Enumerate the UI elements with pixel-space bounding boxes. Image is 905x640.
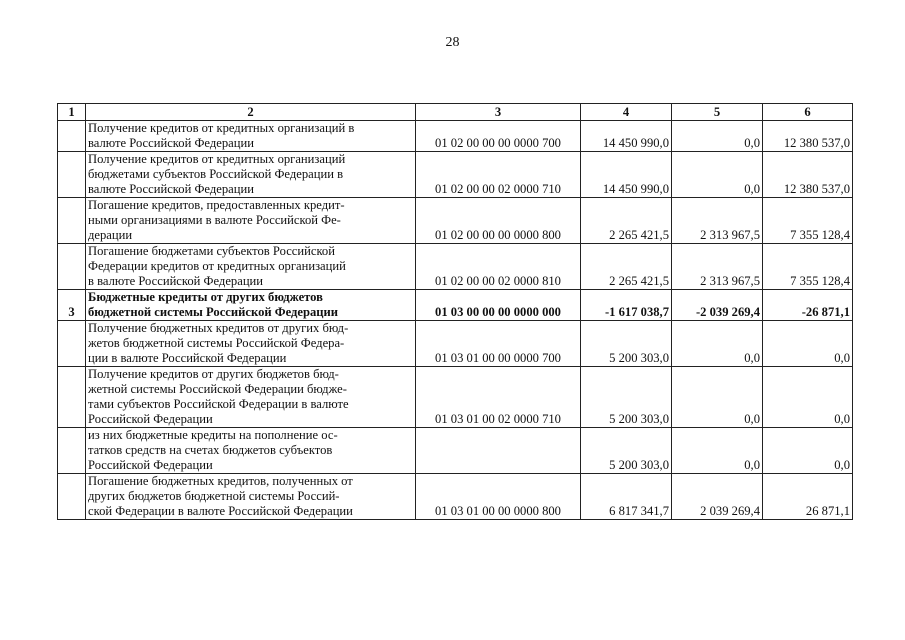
table-row	[58, 367, 853, 428]
value-col-6: 7 355 128,4	[763, 244, 853, 290]
budget-code: 01 03 01 00 02 0000 710	[416, 367, 581, 428]
row-number: 3	[58, 290, 86, 321]
value-col-6: 7 355 128,4	[763, 198, 853, 244]
value-col-6: 26 871,1	[763, 474, 853, 520]
row-number	[58, 474, 86, 520]
row-description: Получение кредитов от кредитных организаций бюджетами субъектов Российской Федерации в валюте Российской Федерации	[86, 152, 416, 198]
value-col-4: 2 265 421,5	[581, 244, 672, 290]
column-header: 3	[416, 104, 581, 121]
value-col-6: -26 871,1	[763, 290, 853, 321]
column-header: 6	[763, 104, 853, 121]
value-col-5: 0,0	[672, 428, 763, 474]
table-row	[58, 121, 853, 152]
table-row	[58, 198, 853, 244]
value-col-4: 6 817 341,7	[581, 474, 672, 520]
row-description: Погашение бюджетных кредитов, полученных от других бюджетов бюджетной системы Россий- ской Федерации в валюте Российской Федерации	[86, 474, 416, 520]
value-col-5: 0,0	[672, 321, 763, 367]
value-col-4: 5 200 303,0	[581, 428, 672, 474]
row-number	[58, 244, 86, 290]
row-number	[58, 428, 86, 474]
row-number	[58, 198, 86, 244]
value-col-5: -2 039 269,4	[672, 290, 763, 321]
row-description: из них бюджетные кредиты на пополнение ос- татков средств на счетах бюджетов субъектов Российской Федерации	[86, 428, 416, 474]
budget-table	[57, 103, 853, 520]
value-col-4: 14 450 990,0	[581, 121, 672, 152]
budget-code: 01 03 00 00 00 0000 000	[416, 290, 581, 321]
row-description: Получение бюджетных кредитов от других бюд- жетов бюджетной системы Российской Федера- ции в валюте Российской Федерации	[86, 321, 416, 367]
value-col-4: 14 450 990,0	[581, 152, 672, 198]
row-number	[58, 152, 86, 198]
value-col-6: 12 380 537,0	[763, 152, 853, 198]
budget-code: 01 02 00 00 00 0000 800	[416, 198, 581, 244]
value-col-4: 5 200 303,0	[581, 367, 672, 428]
column-header: 5	[672, 104, 763, 121]
table-row	[58, 152, 853, 198]
column-header: 4	[581, 104, 672, 121]
table-section-row	[58, 290, 853, 321]
budget-code: 01 03 01 00 00 0000 700	[416, 321, 581, 367]
row-number	[58, 321, 86, 367]
page-number: 28	[445, 35, 460, 50]
value-col-5: 0,0	[672, 152, 763, 198]
budget-code: 01 02 00 00 02 0000 810	[416, 244, 581, 290]
table-header-row	[58, 104, 853, 121]
budget-code: 01 03 01 00 00 0000 800	[416, 474, 581, 520]
column-header: 2	[86, 104, 416, 121]
value-col-5: 2 039 269,4	[672, 474, 763, 520]
table-row	[58, 244, 853, 290]
budget-code: 01 02 00 00 02 0000 710	[416, 152, 581, 198]
row-description: Бюджетные кредиты от других бюджетов бюджетной системы Российской Федерации	[86, 290, 416, 321]
value-col-6: 0,0	[763, 367, 853, 428]
value-col-4: -1 617 038,7	[581, 290, 672, 321]
value-col-5: 2 313 967,5	[672, 198, 763, 244]
table-row	[58, 474, 853, 520]
value-col-6: 0,0	[763, 428, 853, 474]
value-col-6: 0,0	[763, 321, 853, 367]
row-description: Погашение бюджетами субъектов Российской Федерации кредитов от кредитных организаций в валюте Российской Федерации	[86, 244, 416, 290]
row-number	[58, 121, 86, 152]
value-col-4: 5 200 303,0	[581, 321, 672, 367]
value-col-4: 2 265 421,5	[581, 198, 672, 244]
value-col-6: 12 380 537,0	[763, 121, 853, 152]
row-number	[58, 367, 86, 428]
table-row	[58, 428, 853, 474]
row-description: Получение кредитов от кредитных организаций в валюте Российской Федерации	[86, 121, 416, 152]
value-col-5: 0,0	[672, 367, 763, 428]
value-col-5: 0,0	[672, 121, 763, 152]
budget-code	[416, 428, 581, 474]
row-description: Получение кредитов от других бюджетов бюд- жетной системы Российской Федерации бюдже- тами субъектов Российской Федерации в валюте Российской Федерации	[86, 367, 416, 428]
budget-code: 01 02 00 00 00 0000 700	[416, 121, 581, 152]
value-col-5: 2 313 967,5	[672, 244, 763, 290]
row-description: Погашение кредитов, предоставленных кредит- ными организациями в валюте Российской Фе- дерации	[86, 198, 416, 244]
table-row	[58, 321, 853, 367]
column-header: 1	[58, 104, 86, 121]
